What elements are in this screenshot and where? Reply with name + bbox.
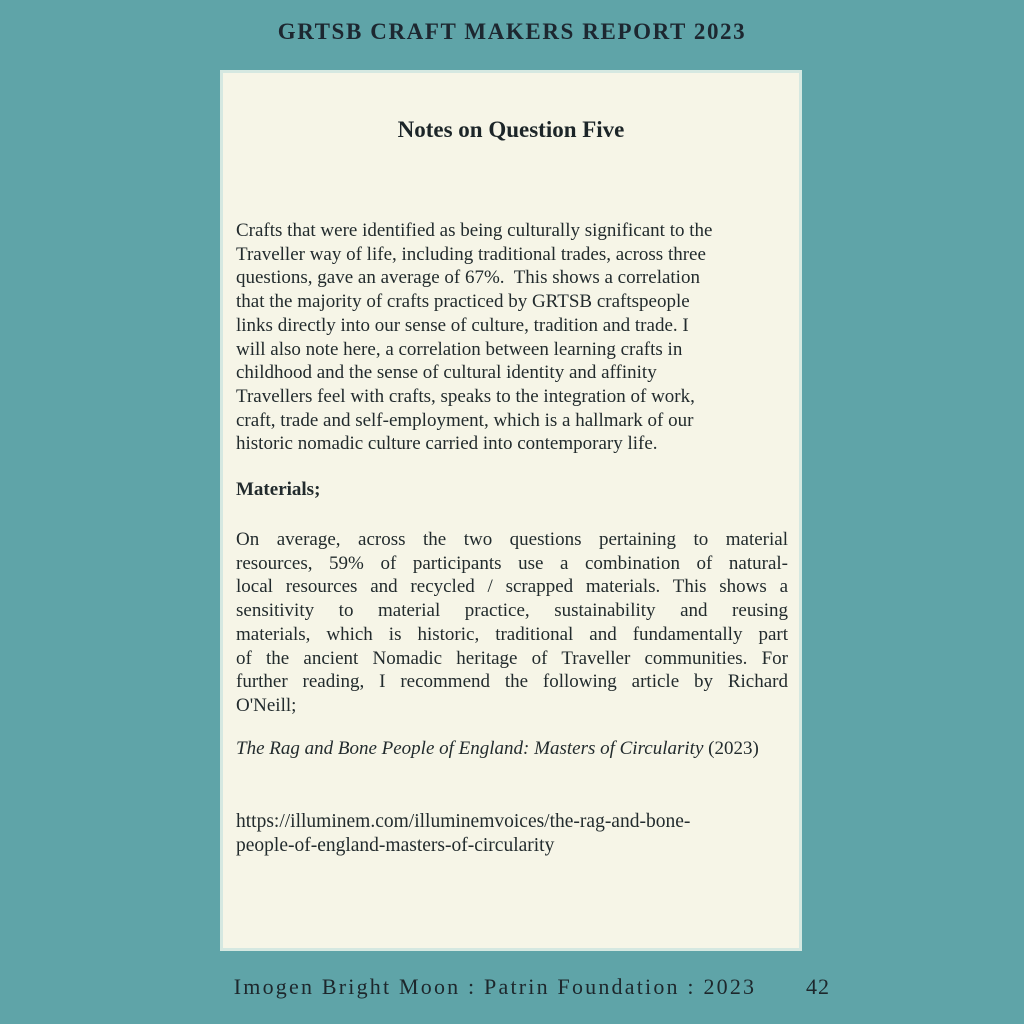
footer-credit: Imogen Bright Moon : Patrin Foundation : 2023 xyxy=(233,974,757,999)
report-header-title: GRTSB CRAFT MAKERS REPORT 2023 xyxy=(277,19,747,44)
page-number: 42 xyxy=(806,974,830,999)
document-card xyxy=(220,70,802,951)
citation-line xyxy=(236,738,788,760)
reference-url[interactable]: https://illuminem.com/illuminemvoices/the-rag-and-bone- people-of-england-masters-of-circularity xyxy=(236,811,691,856)
card-title: Notes on Question Five xyxy=(397,117,625,142)
citation-title: The Rag and Bone People of England: Masters of Circularity xyxy=(236,738,704,759)
paragraph-culture-correlation: Crafts that were identified as being culturally significant to the Traveller way of life, including traditional trades, across three questions, gave an average of 67%. This shows a correlation that the majority of crafts practiced by GRTSB craftspeople links directly into our sense of culture, tradition and trade. I will also note here, a correlation between learning crafts in childhood and the sense of cultural identity and affinity Travellers feel with crafts, speaks to the integration of work, craft, trade and self-employment, which is a hallmark of our historic nomadic culture carried into contemporary life. xyxy=(236,220,713,455)
materials-heading: Materials; xyxy=(236,479,321,500)
paragraph-materials: On average, across the two questions pertaining to material resources, 59% of participants use a combination of natural- local resources and recycled / scrapped materials. This shows a sensitivity to material practice, sustainability and reusing materials, which is historic, traditional and fundamentally part of the ancient Nomadic heritage of Traveller communities. For further reading, I recommend the following article by Richard O'Neill; xyxy=(236,529,788,716)
citation-year: (2023) xyxy=(703,738,759,759)
